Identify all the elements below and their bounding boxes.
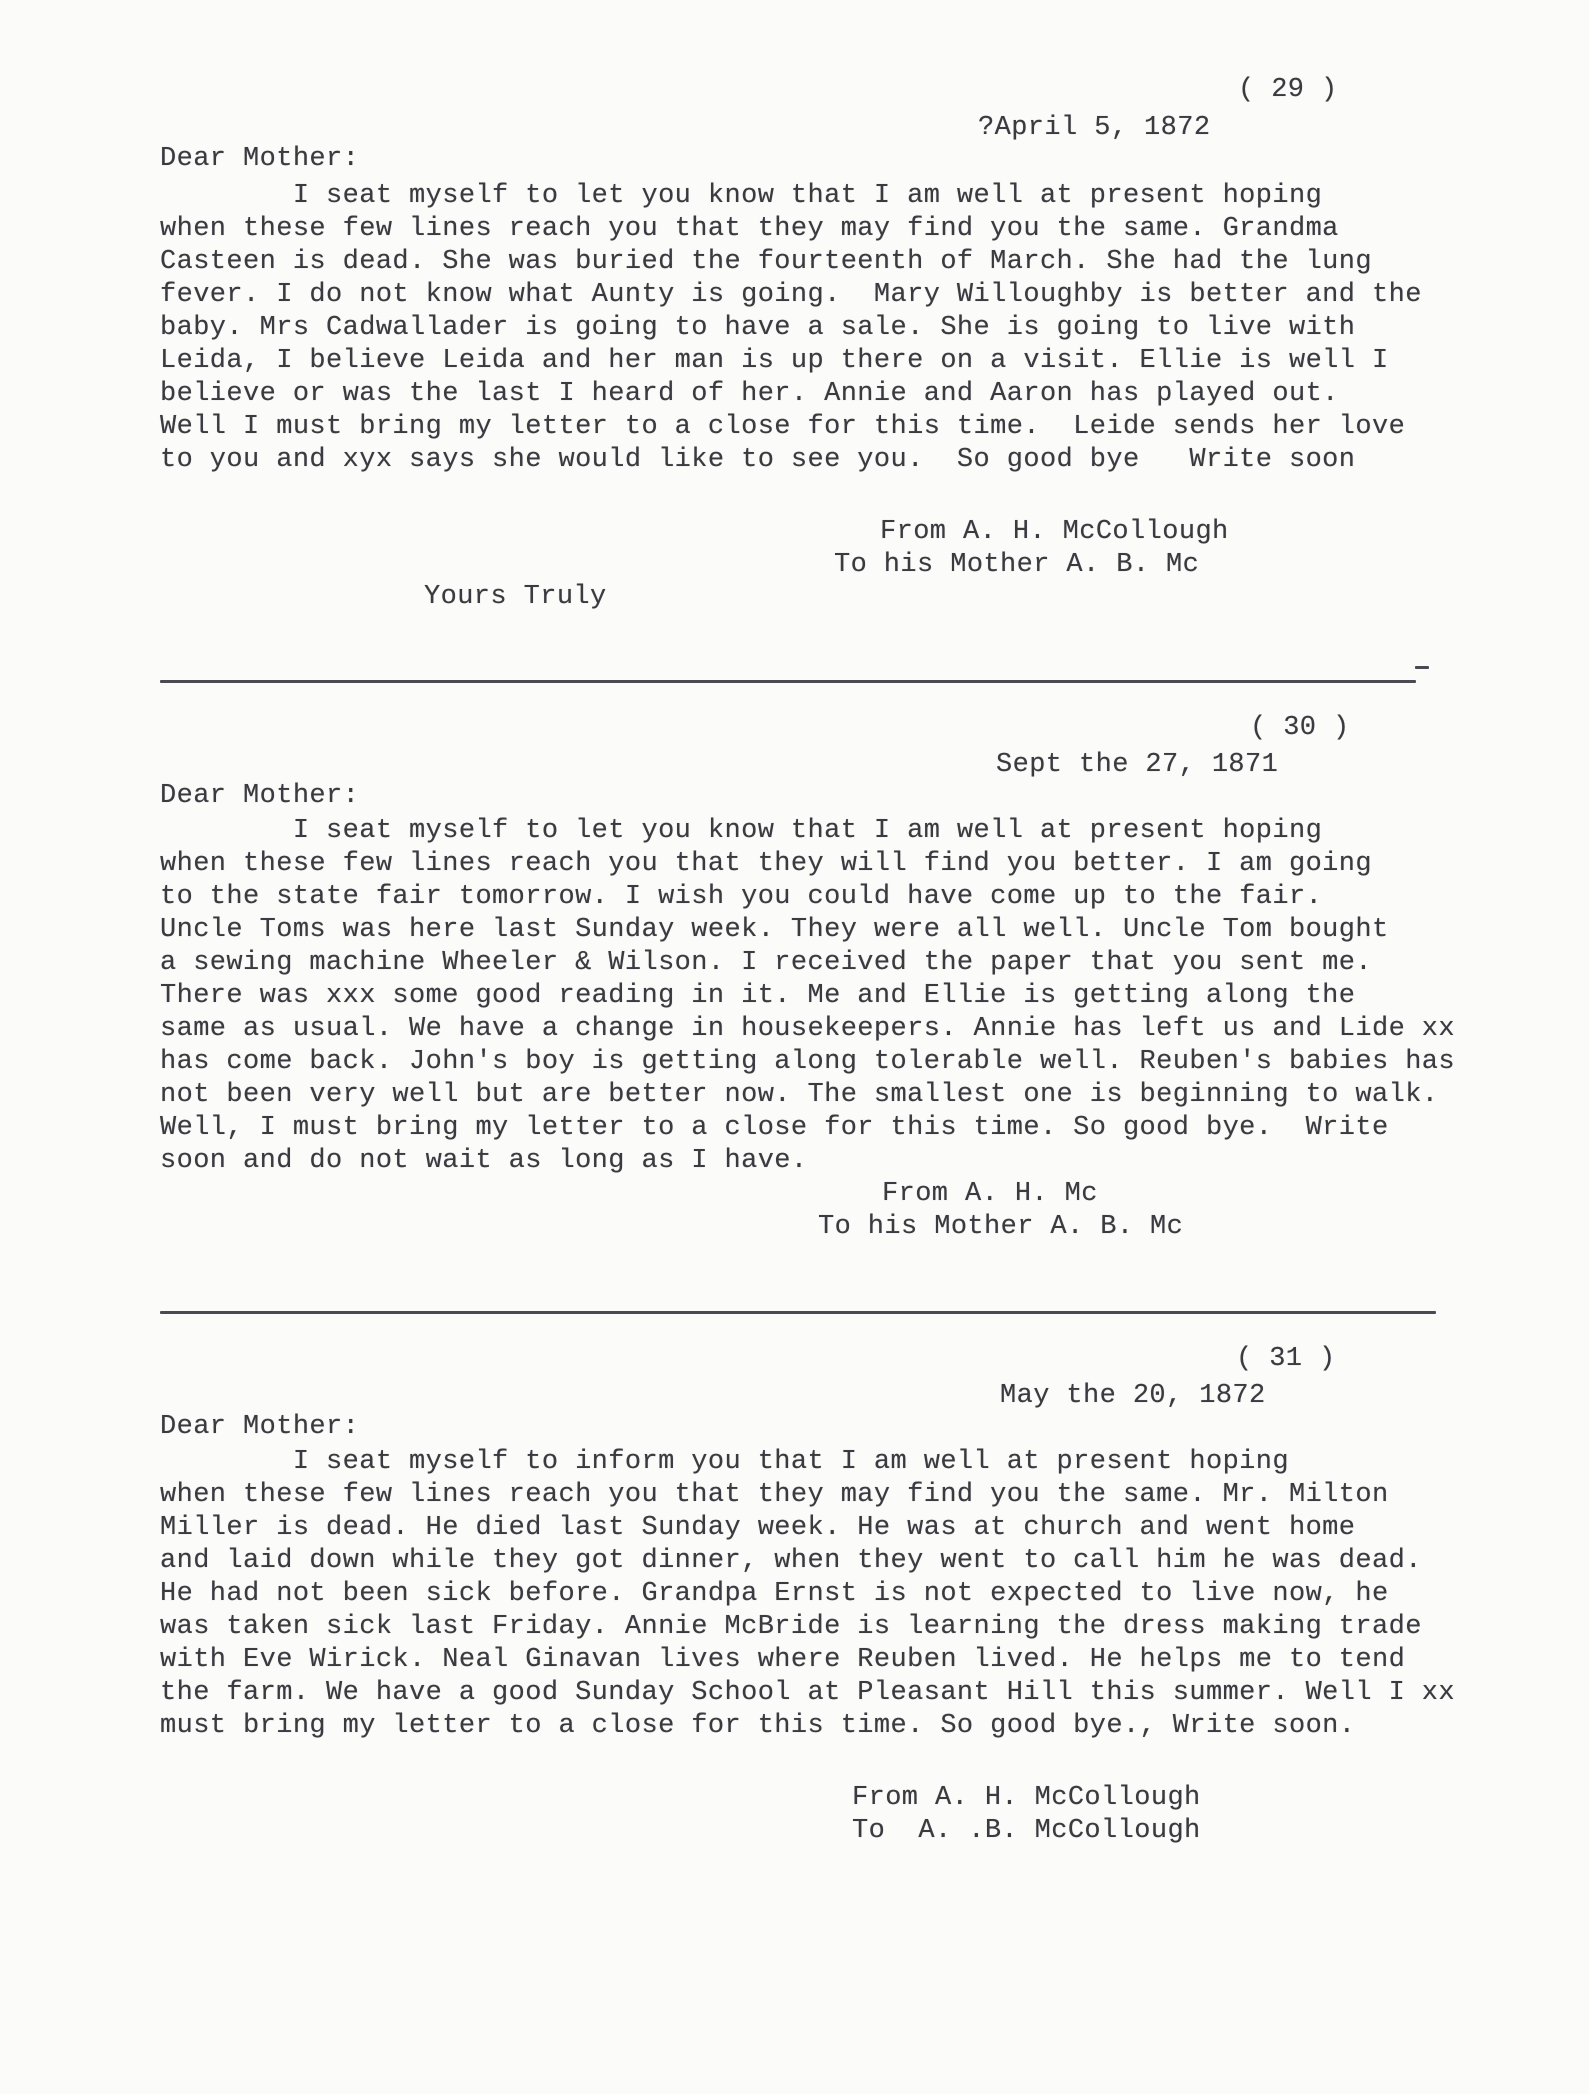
letter-number: ( 30 ) <box>1250 713 1350 743</box>
letter-date: Sept the 27, 1871 <box>996 750 1279 780</box>
salutation: Dear Mother: <box>160 144 360 174</box>
body-line: when these few lines reach you that they may find you the same. Grandma <box>160 214 1339 244</box>
body-line: same as usual. We have a change in housekeepers. Annie has left us and Lide xx <box>160 1014 1456 1044</box>
divider-line <box>160 1311 1436 1314</box>
body-line: soon and do not wait as long as I have. <box>160 1146 808 1176</box>
body-line: when these few lines reach you that they may find you the same. Mr. Milton <box>160 1480 1389 1510</box>
body-line: when these few lines reach you that they will find you better. I am going <box>160 849 1372 879</box>
body-line: Leida, I believe Leida and her man is up there on a visit. Ellie is well I <box>160 346 1389 376</box>
letter-date: ?April 5, 1872 <box>978 113 1211 143</box>
body-line: Uncle Toms was here last Sunday week. They were all well. Uncle Tom bought <box>160 915 1389 945</box>
body-line: a sewing machine Wheeler & Wilson. I received the paper that you sent me. <box>160 948 1372 978</box>
salutation: Dear Mother: <box>160 1412 360 1442</box>
body-line: Miller is dead. He died last Sunday week. He was at church and went home <box>160 1513 1356 1543</box>
body-line: Casteen is dead. She was buried the fourteenth of March. She had the lung <box>160 247 1372 277</box>
letter-number: ( 31 ) <box>1236 1344 1336 1374</box>
signature-from: From A. H. Mc <box>882 1179 1098 1209</box>
body-line: must bring my letter to a close for this time. So good bye., Write soon. <box>160 1711 1356 1741</box>
body-line: believe or was the last I heard of her. Annie and Aaron has played out. <box>160 379 1339 409</box>
divider-mark <box>1415 666 1429 669</box>
letter-number: ( 29 ) <box>1238 75 1338 105</box>
body-line: to the state fair tomorrow. I wish you could have come up to the fair. <box>160 882 1323 912</box>
body-line: fever. I do not know what Aunty is going. Mary Willoughby is better and the <box>160 280 1422 310</box>
body-line: with Eve Wirick. Neal Ginavan lives where Reuben lived. He helps me to tend <box>160 1645 1406 1675</box>
body-line: the farm. We have a good Sunday School at Pleasant Hill this summer. Well I xx <box>160 1678 1456 1708</box>
body-line: Well, I must bring my letter to a close for this time. So good bye. Write <box>160 1113 1389 1143</box>
signature-to: To his Mother A. B. Mc <box>818 1212 1184 1242</box>
signature-from: From A. H. McCollough <box>880 517 1229 547</box>
signature-from: From A. H. McCollough <box>852 1783 1201 1813</box>
body-line: and laid down while they got dinner, when they went to call him he was dead. <box>160 1546 1422 1576</box>
signature-to: To his Mother A. B. Mc <box>834 550 1200 580</box>
letter-date: May the 20, 1872 <box>1000 1381 1266 1411</box>
body-line: He had not been sick before. Grandpa Ernst is not expected to live now, he <box>160 1579 1389 1609</box>
closing: Yours Truly <box>424 582 607 612</box>
signature-to: To A. .B. McCollough <box>852 1816 1201 1846</box>
body-line: was taken sick last Friday. Annie McBride is learning the dress making trade <box>160 1612 1422 1642</box>
body-line: to you and xyx says she would like to see you. So good bye Write soon <box>160 445 1356 475</box>
body-line: not been very well but are better now. The smallest one is beginning to walk. <box>160 1080 1439 1110</box>
body-line: I seat myself to inform you that I am well at present hoping <box>160 1447 1289 1477</box>
salutation: Dear Mother: <box>160 781 360 811</box>
body-line: There was xxx some good reading in it. Me and Ellie is getting along the <box>160 981 1356 1011</box>
body-line: has come back. John's boy is getting along tolerable well. Reuben's babies has <box>160 1047 1456 1077</box>
body-line: baby. Mrs Cadwallader is going to have a sale. She is going to live with <box>160 313 1356 343</box>
body-line: I seat myself to let you know that I am well at present hoping <box>160 816 1323 846</box>
body-line: I seat myself to let you know that I am well at present hoping <box>160 181 1323 211</box>
body-line: Well I must bring my letter to a close for this time. Leide sends her love <box>160 412 1406 442</box>
divider-line <box>160 680 1416 683</box>
